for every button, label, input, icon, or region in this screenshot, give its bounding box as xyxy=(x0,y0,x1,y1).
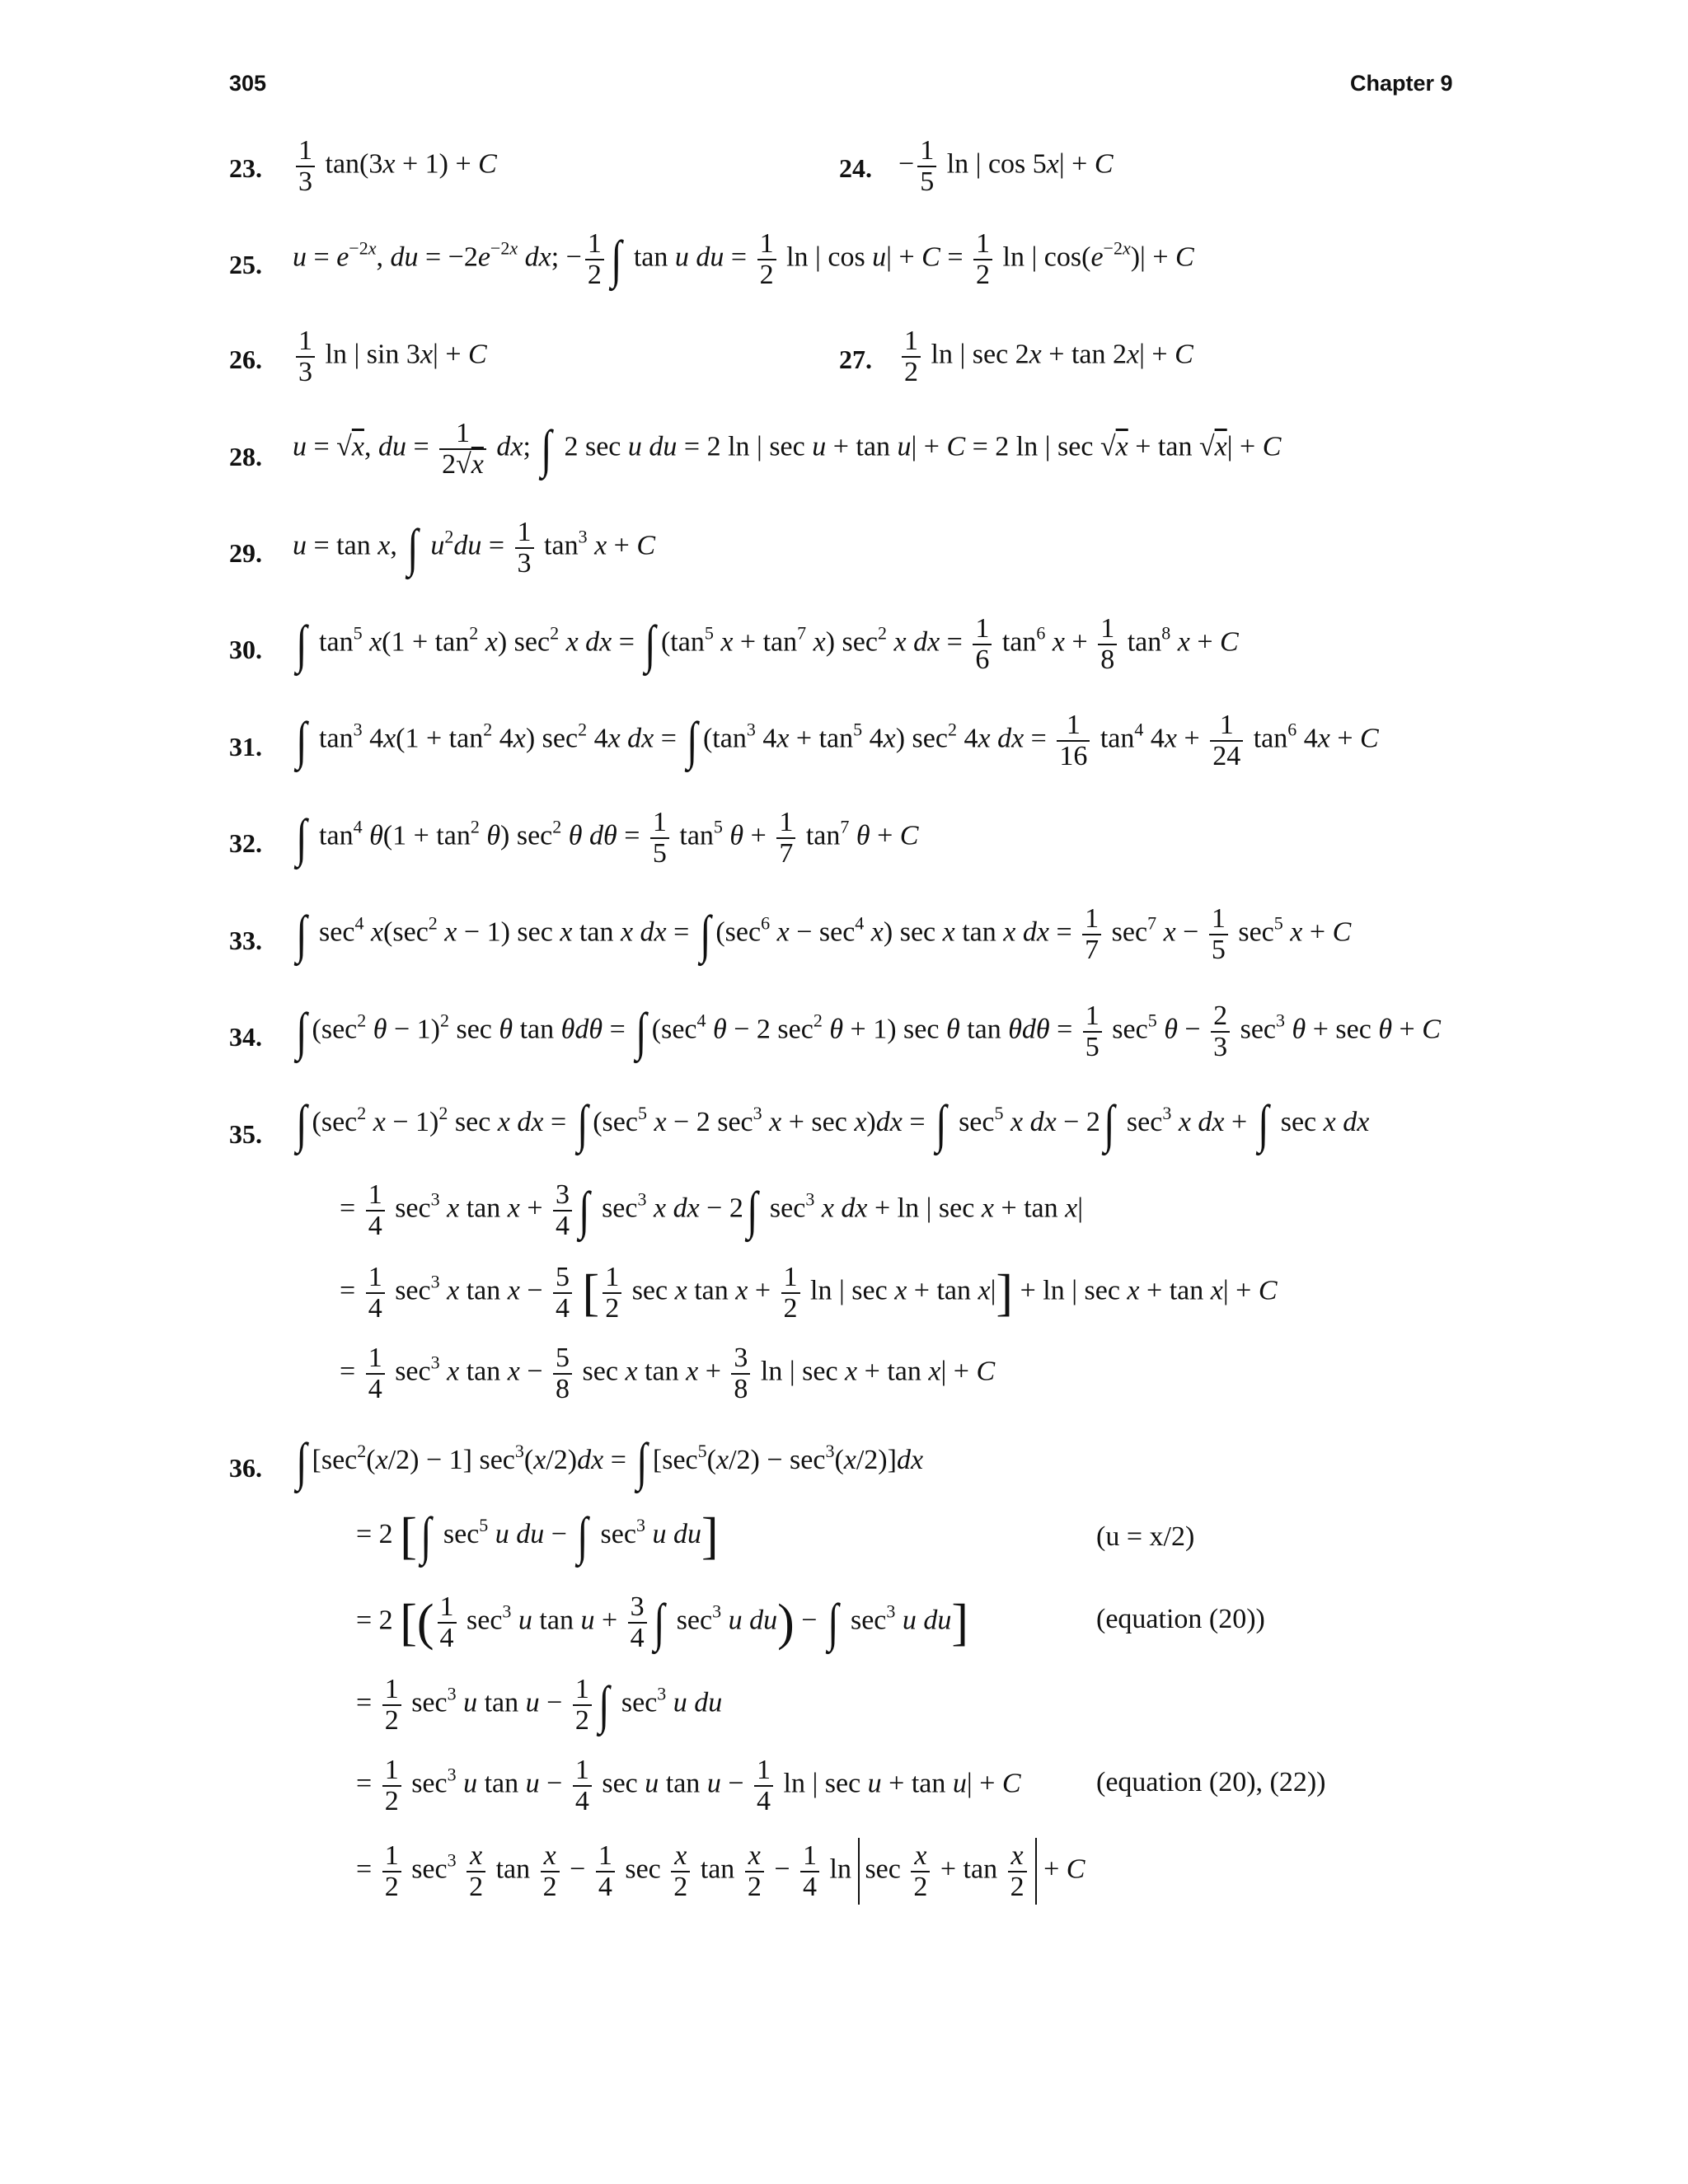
page-number: 305 xyxy=(229,71,267,96)
problem-number: 31. xyxy=(229,732,262,762)
solution-27: $\frac{1}{2}$ ln | sec 2x + tan 2x| + C xyxy=(898,326,1193,387)
solution-36-line-4: = $\frac{1}{2}$ $\sec^3 u$ tan u − $\frac{1}{2}$ ∫ $\sec^3 u$ du xyxy=(356,1674,723,1736)
solution-26: $\frac{1}{3}$ ln | sin 3x| + C xyxy=(293,326,487,387)
problem-number: 28. xyxy=(229,442,262,471)
solution-36-line-1: ∫ $[\sec^2(x/2) - 1] \sec^3(x/2)dx$ = ∫ $[\sec^5(x/2) - \sec^3(x/2)]dx$ xyxy=(296,1432,924,1491)
solution-23: $\frac{1}{3}$ tan(3x + 1) + C xyxy=(293,136,497,196)
solution-24: − $\frac{1}{5}$ ln | cos 5x| + C xyxy=(898,135,1114,197)
solution-36-line-6: = $\frac{1}{2}$ $\sec^3$ $\frac{x}{2}$ tan $\frac{x}{2}$ − $\frac{1}{4}$ sec $\frac{x}{2}$ tan $\frac{x}{2}$ − $\frac{1}{4}$ ln sec $\frac{x}{2}$ + tan $\frac{x}{2}$ + C xyxy=(356,1838,1085,1905)
annotation-substitution: (u = x/2) xyxy=(1096,1521,1195,1552)
problem-number: 34. xyxy=(229,1022,262,1052)
solution-35-line-2: = $\frac{1}{4}$ $\sec^3 x$ tan x + $\frac{3}{4}$ ∫ $\sec^3 x$ dx − 2∫ $\sec^3 x$ dx + ln | sec x + tan x| xyxy=(340,1179,1084,1241)
solution-36-line-3: = 2 [( $\frac{1}{4}$ $\sec^3 u$ tan u + $\frac{3}{4}$ ∫ $\sec^3 u$ du) − ∫ $\sec^3 u$ du] xyxy=(356,1591,969,1653)
solution-35-line-3: = $\frac{1}{4}$ $\sec^3 x$ tan x − $\frac{5}{4}$ [ $\frac{1}{2}$ sec x tan x + $\frac{1}{2}$ ln | sec x + tan x|] + ln | sec x + tan x| + C xyxy=(340,1262,1278,1324)
solution-35-line-4: = $\frac{1}{4}$ $\sec^3 x$ tan x − $\frac{5}{8}$ sec x tan x + $\frac{3}{8}$ ln | sec x + tan x| + C xyxy=(340,1343,996,1404)
problem-number: 35. xyxy=(229,1119,262,1149)
solution-35-line-1: ∫ ($\sec^2$ x − 1)$^2$ sec x dx = ∫ ($\sec^5$ x − 2 $\sec^3 x + \sec x)dx$ = ∫ $\sec^5 x$ dx − 2∫ $\sec^3 x$ dx + ∫ sec x dx xyxy=(296,1094,1370,1153)
problem-number: 33. xyxy=(229,926,262,955)
problem-number: 25. xyxy=(229,250,262,279)
solution-36-line-5: = $\frac{1}{2}$ $\sec^3 u$ tan u − $\frac{1}{4}$ sec u tan u − $\frac{1}{4}$ ln | sec u + tan u| + C xyxy=(356,1755,1021,1816)
solution-25: $u = e^{-2x}$, du = $-2e^{-2x}$ dx; − $\frac{1}{2}$ ∫ tan u du = $\frac{1}{2}$ ln | cos u| + C = $\frac{1}{2}$ ln | $\cos(e^{-2x})| + C$ xyxy=(293,228,1194,290)
solution-33: ∫ $\sec^4 x(\sec^2$ x − 1) sec x tan x dx = ∫ ($\sec^6$ $x - \sec^4 x$) sec x tan x dx = $\frac{1}{7}$ $\sec^7 x$ − $\frac{1}{5}$ $\sec^5 x + C$ xyxy=(296,903,1352,965)
problem-number: 23. xyxy=(229,153,262,183)
solution-28: u = √x, du = $\frac{1}{2√x}$ dx; ∫ 2 sec u du = 2 ln | sec u + tan u| + C = 2 ln | sec √x + tan √x| + C xyxy=(293,418,1282,480)
problem-number: 29. xyxy=(229,538,262,568)
problem-number: 30. xyxy=(229,635,262,664)
solution-29: u = tan x, ∫ $u^2du$ = $\frac{1}{3}$ $\tan^3 x + C$ xyxy=(293,517,656,579)
problem-number: 27. xyxy=(839,344,872,374)
problem-number: 32. xyxy=(229,828,262,858)
solution-30: ∫ $\tan^5 x(1 + \tan^2 x)$ $\sec^2 x$ dx = ∫ ($\tan^5$ $x + \tan^7 x$) $\sec^2 x$ dx = $\frac{1}{6}$ $\tan^6 x$ + $\frac{1}{8}$ $\tan^8 x + C$ xyxy=(296,613,1239,675)
problem-number: 36. xyxy=(229,1453,262,1483)
annotation-equation-20: (equation (20)) xyxy=(1096,1604,1265,1634)
solution-31: ∫ $\tan^3 4x(1 + \tan^2 4x)$ $\sec^2 4x$ dx = ∫ ($\tan^3$ $4x + \tan^5 4x$) $\sec^2 4x$ dx = $\frac{1}{16}$ $\tan^4 4x$ + $\frac{1}{24}$ $\tan^6 4x + C$ xyxy=(296,710,1379,771)
problem-number: 26. xyxy=(229,344,262,374)
solution-34: ∫ ($\sec^2$ θ − 1)$^2$ sec θ tan θdθ = ∫ ($\sec^4$ θ − 2 $\sec^2 \theta + 1$) sec θ tan θdθ = $\frac{1}{5}$ $\sec^5 \theta$ − $\frac{2}{3}$ $\sec^3 \theta + \sec \theta + C$ xyxy=(296,1001,1441,1062)
problem-number: 24. xyxy=(839,153,872,183)
annotation-equation-20-22: (equation (20), (22)) xyxy=(1096,1767,1326,1797)
solution-36-line-2: = 2 [∫ $\sec^5 u$ du − ∫ $\sec^3 u$ du] xyxy=(356,1507,719,1565)
chapter-title: Chapter 9 xyxy=(1350,71,1453,96)
solution-32: ∫ $\tan^4 \theta(1 + \tan^2 \theta)$ $\sec^2 \theta$ dθ = $\frac{1}{5}$ $\tan^5 \theta$ + $\frac{1}{7}$ $\tan^7 \theta + C$ xyxy=(296,807,919,869)
